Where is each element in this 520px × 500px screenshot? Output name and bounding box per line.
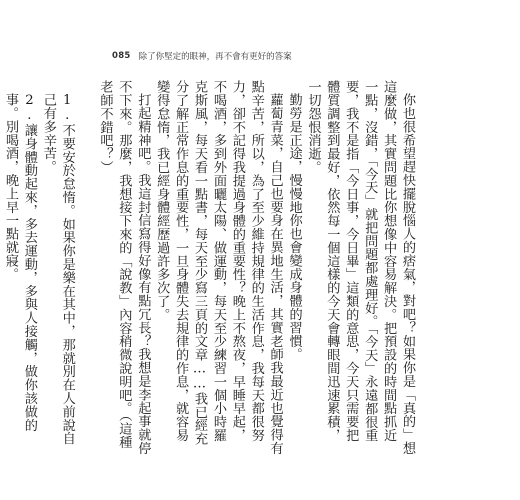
vertical-body-text: [0, 80, 416, 455]
body-paragraph: 你也很希望趕快擺脫惱人的痞氣，對吧？如果你是「真的」想這麼做，其實問題比你想像中容易解決。把預設的時間點抓近一點，沒錯，「今天」就把問題都處理好。「今天」永遠都很重要，我不是指「今日事，今日畢」這類的意思，今天只需要把體質調整到最好，依然每一個這樣的今天會轉眼間迅速累積，一切怨恨消逝。: [305, 80, 415, 455]
body-paragraph: 勤勞是正途，慢慢地你也會變成身體的習慣。: [286, 93, 302, 362]
paragraph-spacer: [76, 80, 95, 455]
body-paragraph: 蘿蔔青菜，自己也要身在異地生活，其實老師我最近也覺得有點辛苦，所以，為了至少維持規律的生活作息，我每天都很努力，卻不記得我提過身體的重要性？晚上不熬夜，早睡早起，不喝酒，多到外面曬太陽、做運動，每天至少練習一個小時羅克斯風，每天看一點書，每天至少寫三頁的文章……我已經充分了解正常作息的重要性，一旦身體失去規律的作息，就容易變得怠惰，我已經身體經歷過許多次了。: [154, 80, 283, 455]
body-paragraph: 打起精神吧。我這封信寫得好像有點冗長？我想是李起事就停不下來。那麼，我想接下來的「說教」內容稍微說明吧。（這種老師不錯吧？）: [97, 80, 151, 455]
list-item: 2.讓身體動起來，多去運動，多與人接觸，做你該做的事。別喝酒，晚上早一點就寢。: [2, 93, 37, 432]
chapter-title: 除了你堅定的眼神，再不會有更好的答案: [138, 52, 292, 62]
list-item: 1.不要安於怠惰。如果你是樂在其中，那就別在人前說自己有多辛苦。: [40, 93, 75, 446]
page-number: 085: [112, 51, 131, 61]
running-header: [112, 49, 412, 63]
